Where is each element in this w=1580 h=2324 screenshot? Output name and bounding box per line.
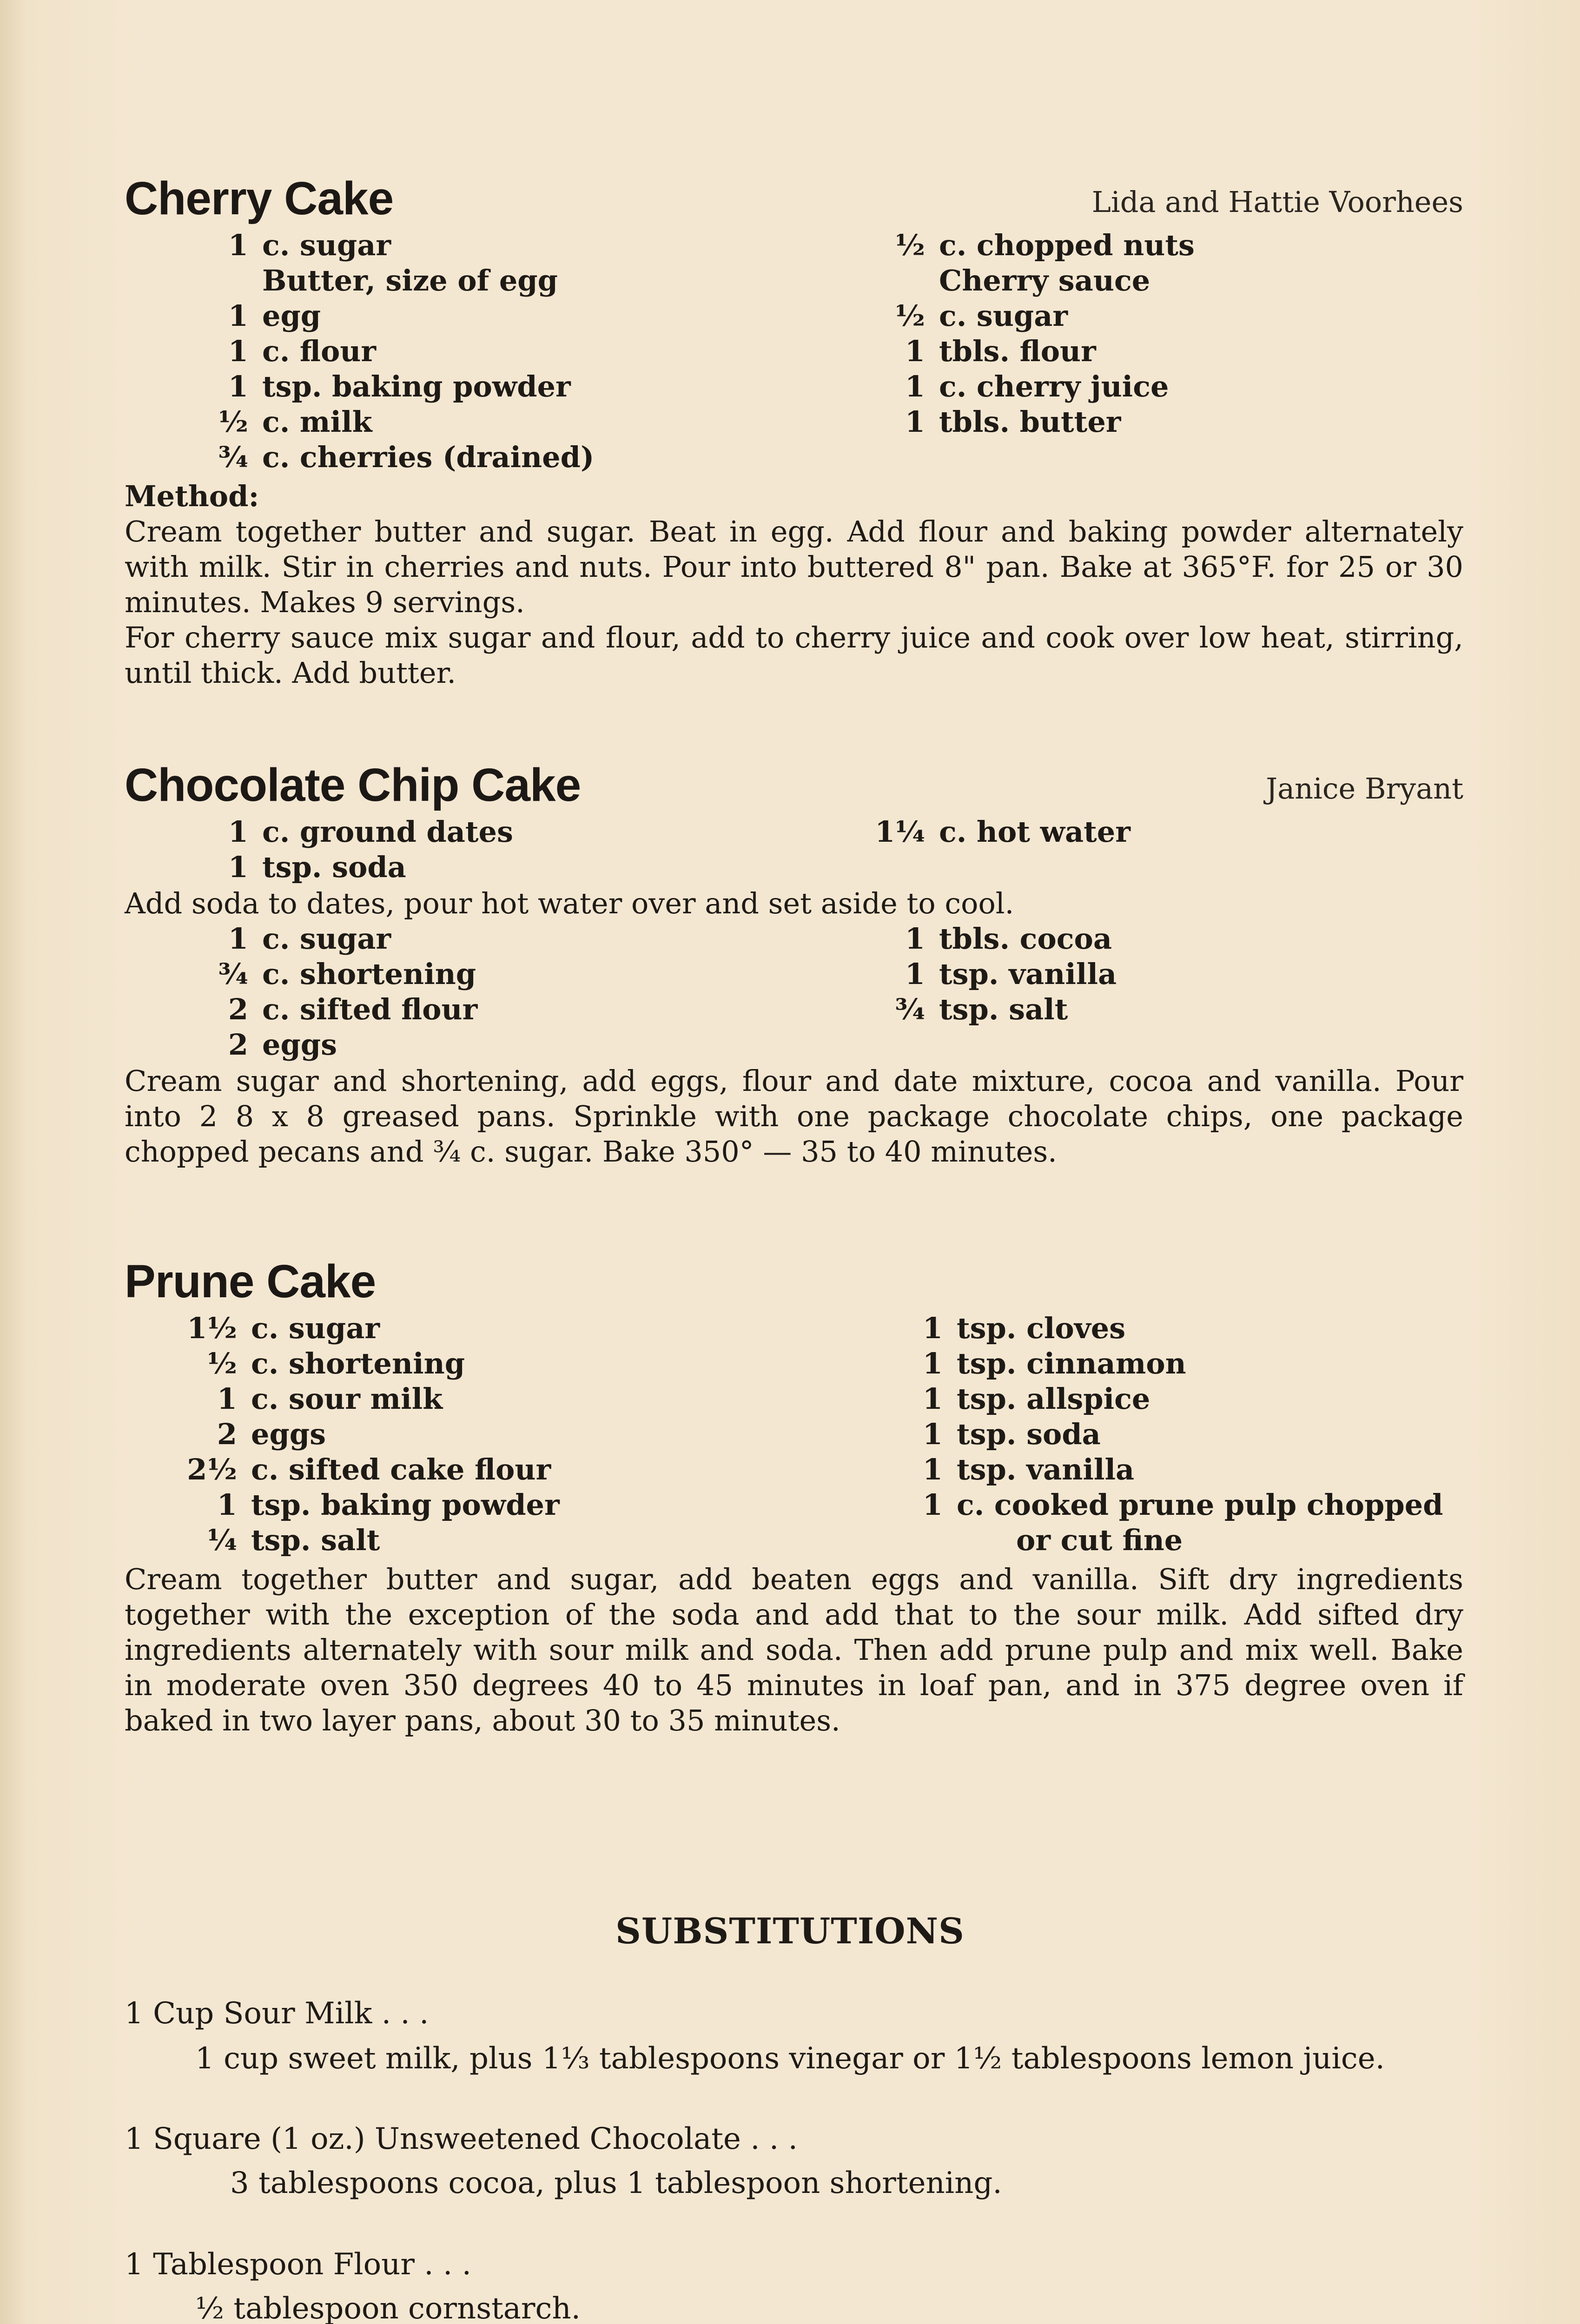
ingredients-left — [125, 1311, 560, 1558]
substitution-from: 1 Tablespoon Flour . . . — [125, 2247, 471, 2282]
ingredient: 2 c. sifted flour — [228, 992, 478, 1026]
ingredient: ¼ tsp. salt — [207, 1523, 380, 1557]
ingredients-right — [896, 1311, 1443, 1558]
ingredient: 1 tsp. vanilla — [922, 1452, 1135, 1486]
ingredient: ½ c. chopped nuts — [895, 228, 1195, 262]
ingredient: 1 c. flour — [228, 334, 377, 368]
substitution-from: 1 Square (1 oz.) Unsweetened Chocolate . . . — [125, 2122, 798, 2156]
substitution-to: 1 cup sweet milk, plus 1⅓ tablespoons vinegar or 1½ tablespoons lemon juice. — [195, 2041, 1385, 2076]
recipe-title: Cherry Cake — [125, 172, 394, 224]
ingredient: 1 egg — [228, 299, 321, 333]
ingredients-left — [125, 921, 477, 1063]
method-text: Cream together butter and sugar. Beat in egg. Add flour and baking powder alternately with milk. Stir in cherries and nuts. Pour into buttered 8" pan. Bake at 365°F. for 25 or 30 minutes. Makes 9 servings. — [125, 515, 1463, 619]
ingredient: 1 c. sour milk — [217, 1382, 443, 1416]
method-text: Cream sugar and shortening, add eggs, flour and date mixture, cocoa and vanilla. Pour into 2 8 x 8 greased pans. Sprinkle with one package chocolate chips, one package chopped pecans and ¾ c. sugar. Bake 350° — 35 to 40 minutes. — [125, 1064, 1463, 1169]
ingredient: ¾ c. shortening — [218, 957, 476, 991]
substitutions-heading: SUBSTITUTIONS — [615, 1910, 965, 1952]
ingredient: 1 tsp. baking powder — [228, 370, 571, 403]
substitution-to: ½ tablespoon cornstarch. — [195, 2291, 581, 2324]
method-text: For cherry sauce mix sugar and flour, add to cherry juice and cook over low heat, stirring, until thick. Add butter. — [125, 621, 1463, 690]
ingredient: 1 tsp. cinnamon — [922, 1347, 1186, 1380]
ingredient: 1 tbls. flour — [905, 334, 1096, 368]
substitution-from: 1 Cup Sour Milk . . . — [125, 1996, 429, 2031]
ingredient: Butter, size of egg — [262, 264, 558, 297]
ingredients-right — [874, 921, 1117, 1027]
recipe-title: Prune Cake — [125, 1255, 376, 1307]
recipe-title: Chocolate Chip Cake — [125, 759, 581, 811]
recipe-author: Janice Bryant — [1266, 772, 1463, 805]
ingredient: or cut fine — [1016, 1523, 1183, 1557]
ingredients-left — [125, 814, 513, 885]
ingredient: 1 c. ground dates — [228, 815, 513, 849]
ingredient: 1 tsp. soda — [228, 850, 406, 884]
ingredient: ½ c. sugar — [895, 299, 1068, 333]
ingredient: 2½ c. sifted cake flour — [187, 1452, 551, 1486]
method-label: Method: — [125, 479, 259, 513]
ingredient: 1 tbls. cocoa — [905, 922, 1112, 956]
ingredient: 1 tsp. allspice — [922, 1382, 1150, 1416]
ingredient: 1¼ c. hot water — [875, 815, 1130, 849]
recipe-author: Lida and Hattie Voorhees — [1091, 185, 1463, 219]
ingredients-left — [125, 228, 594, 475]
ingredient: 1 c. sugar — [228, 922, 391, 956]
method-text: Cream together butter and sugar, add beaten eggs and vanilla. Sift dry ingredients together with the exception of the soda and add that to the sour milk. Add sifted dry ingredients alternately with sour milk and soda. Then add prune pulp and mix well. Bake in moderate oven 350 degrees 40 to 45 minutes in loaf pan, and in 375 degree oven if baked in two layer pans, about 30 to 35 minutes. — [125, 1562, 1463, 1737]
ingredient: 1 c. cooked prune pulp chopped — [922, 1488, 1443, 1522]
recipe-chocolate-chip-cake — [125, 759, 1463, 1169]
ingredient: 1 tsp. baking powder — [217, 1488, 560, 1522]
ingredient: 1 tsp. soda — [922, 1417, 1101, 1451]
ingredient: ¾ tsp. salt — [895, 992, 1068, 1026]
ingredients-right — [874, 814, 1130, 850]
step-text: Add soda to dates, pour hot water over and set aside to cool. — [125, 886, 1014, 920]
ingredient: ½ c. milk — [218, 405, 372, 439]
ingredient: 1 c. cherry juice — [905, 370, 1169, 403]
substitution-to: 3 tablespoons cocoa, plus 1 tablespoon shortening. — [230, 2166, 1002, 2200]
ingredient: ½ c. shortening — [207, 1347, 465, 1380]
ingredient: 1 tsp. cloves — [922, 1311, 1126, 1345]
recipe-cherry-cake — [125, 172, 1463, 691]
ingredient: 1 c. sugar — [228, 228, 391, 262]
ingredient: 1 tsp. vanilla — [905, 957, 1117, 991]
recipe-prune-cake — [125, 1255, 1463, 1738]
ingredient: ¾ c. cherries (drained) — [218, 440, 595, 474]
ingredient: 2 eggs — [228, 1028, 337, 1062]
ingredient: Cherry sauce — [939, 264, 1150, 297]
ingredients-right — [874, 228, 1195, 440]
ingredient: 2 eggs — [217, 1417, 326, 1451]
ingredient: 1½ c. sugar — [187, 1311, 380, 1345]
ingredient: 1 tbls. butter — [905, 405, 1121, 439]
